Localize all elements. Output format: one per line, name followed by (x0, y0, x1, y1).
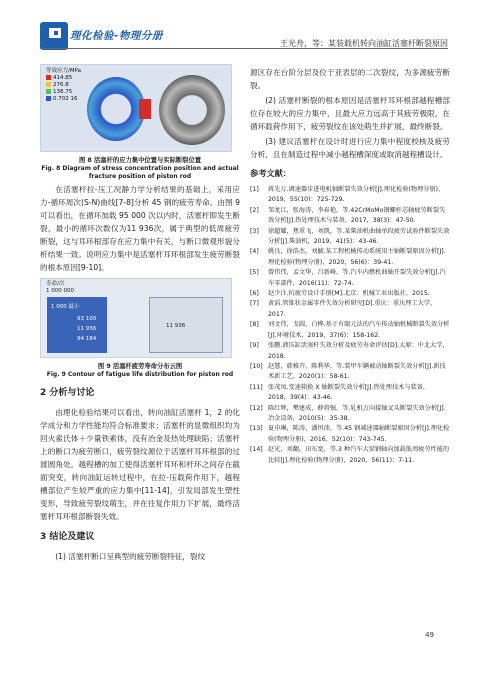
conclusion-item-1-cont: 源区存在台阶分层及位于亚表层的二次裂纹，为多源疲劳断裂。 (250, 68, 450, 90)
reference-item (250, 341, 450, 362)
reference-number: [8] (250, 321, 259, 329)
life-contour-right (149, 297, 223, 353)
reference-number: [2] (250, 206, 259, 214)
legend-title: 等效应力/MPa (46, 68, 82, 74)
logo-text: 理化检验-物理分册 (70, 30, 163, 42)
reference-item (250, 289, 450, 299)
reference-text: 夏申琳，陈涛，潘恒沛，等.45 钢减速器轴断裂原因分析[J].理化检验(物理分册)，2016，52(10)：743-745. (268, 425, 450, 443)
reference-number: [7] (250, 300, 259, 308)
reference-text: 曾伟伟，孟文华，吕新峰，等.汽车内燃机曲轴开裂失效分析[J].汽车零部件，2016(11)：72-74. (268, 269, 446, 287)
reference-number: [13] (250, 425, 263, 433)
reference-item (250, 424, 450, 445)
reference-text: 张鹏.液压缸活塞杆失效分析及疲劳寿命评估[D].太原：中北大学，2018. (268, 342, 449, 360)
reference-text: 徐超耀，焦重飞，刘凯，等.某柴油机曲轴单段疲劳试验件断裂失效分析[J].柴油机，2019，41(5)：43-46. (268, 227, 450, 246)
right-column (250, 64, 450, 466)
logo-icon (40, 22, 68, 50)
legend-title: 寿命/次 (46, 281, 65, 287)
reference-number: [6] (250, 290, 259, 298)
fea-ring-model (87, 77, 145, 141)
reference-number: [12] (250, 404, 263, 412)
reference-item (250, 206, 450, 227)
page-header (0, 0, 480, 60)
reference-text: 黄滔.管锥状金属零件失效分析研究[D].重庆：重庆理工大学，2017. (268, 300, 437, 318)
fracture-photo (159, 75, 225, 145)
running-title: 王光舟，等：某装载机转向油缸活塞杆断裂原因 (280, 39, 448, 48)
figure-8-legend (46, 68, 81, 103)
section-2-heading: 2 分析与讨论 (40, 388, 95, 398)
figure-9-caption-en: Fig. 9 Contour of fatigue life distribution for piston rod (46, 371, 234, 378)
conclusion-item-2: (2) 活塞杆断裂的根本原因是活塞杆耳环根部越程槽部位存在较大的应力集中，且最大应力远高于其疲劳极限，在循环载荷作用下，疲劳裂纹在该处萌生并扩展，最终断裂。 (250, 96, 450, 131)
contour-label: 94 184 (77, 336, 97, 342)
figure-8-image (40, 64, 232, 152)
figure-8-caption-en: Fig. 8 Diagram of stress concentration position and actual fracture position of piston rod (41, 165, 239, 180)
reference-item (250, 383, 450, 404)
paragraph-fatigue-analysis: 在活塞杆拉-压工况静力学分析结果的基础上，采用应力-循环周次(S-N)曲线[7-8]分析 45 钢的疲劳寿命。由图 9 可以看出，在循环加载 95 000 次以内时，活塞杆即发生断裂，最小的循环次数仅为11 936次，属于典型的低周疲劳断裂，这与耳环根部存在应力集中有关，与断口微观形貌分析结果一致。说明应力集中是活塞杆耳环根部发生疲劳断裂的根本原因[9-10]。 (40, 185, 240, 272)
reference-text: 赵光，刘翻，田东宽，等.3 种汽车大梁钢轴向加载低周疲劳性能的比较[J].理化检验(物理分册)，2020，56(11)：7-11. (268, 446, 450, 464)
reference-item (250, 404, 450, 425)
contour-label: 11 936 (77, 326, 97, 332)
reference-item (250, 445, 450, 466)
reference-number: [9] (250, 342, 259, 350)
reference-number: [3] (250, 227, 259, 235)
reference-text: 刘文伟，戈圆，白桦.基于有限元法的汽车传动轴机械断裂失效分析[J].环境技术，2019，37(6)：158-162. (268, 321, 450, 339)
reference-item (250, 320, 450, 341)
reference-number: [5] (250, 269, 259, 277)
contour-label: 93 100 (77, 316, 97, 322)
reference-text: 张茂凤.变速箱换 X 轴断裂失效分析[J].热处理技术与装备，2018，39(4)：43-46. (268, 383, 430, 402)
section-2-body: 由理化检验结果可以看出，转向油缸活塞杆 1，2 的化学成分和力学性能均符合标准要求；活塞杆的显微组织均为回火索氏体＋少量铁素体，没有冶金及热处理缺陷；活塞杆上的断口为疲劳断口，疲劳裂纹源位于活塞杆耳环根部的过渡圆角处。越程槽的加工使得活塞杆耳环和杆环之间存在截面突变，转向油缸运转过程中，在拉-压载荷作用下，越程槽部位产生较严重的应力集中[11-14]，引发局部发生塑性变形，导致疲劳裂纹萌生，并在往复作用力下扩展，最终活塞杆耳环根部断裂失效。 (40, 408, 240, 521)
reference-item (250, 227, 450, 248)
reference-text: 姚良，徐浩杰，刘毓.某工程机械传动系统用主轴断裂原因分析[J].理化检验(物理分册)，2020，56(6)：39-41. (268, 248, 446, 266)
conclusion-item-3: (3) 建议活塞杆在设计时进行应力集中程度校核及疲劳分析，且在制造过程中减小越程槽深度或取消越程槽设计。 (250, 137, 450, 159)
reference-item (250, 185, 450, 206)
reference-item (250, 299, 450, 320)
reference-list (250, 185, 450, 466)
reference-number: [14] (250, 446, 263, 454)
reference-number: [1] (250, 186, 259, 193)
legend-value: 276.8 (53, 82, 69, 88)
reference-item (250, 362, 450, 383)
journal-logo (40, 22, 164, 50)
figure-9-caption-cn: 图 9 活塞杆疲劳寿命分布云图 (97, 363, 183, 370)
reference-item (250, 247, 450, 268)
contour-label: 11 936 (166, 323, 186, 329)
reference-text: 邹龙江，张海涛，李春艳，等.42CrMoMo钢螺杆芯轴疲劳断裂失效分析[J].热处理技术与装备，2017，38(3)：47-50. (268, 206, 446, 225)
reference-text: 蒋先万.调速器步进电机轴断裂失效分析[J].理化检验(物理分册)，2019，55(10)：725-729. (268, 186, 445, 204)
reference-text: 赵少汴.抗疲劳设计手册[M].北京：机械工业出版社，2015. (268, 290, 430, 298)
figure-9-image (40, 278, 232, 358)
legend-min: 1 000 最小 (51, 304, 80, 310)
section-3-heading: 3 结论及建议 (40, 532, 95, 542)
left-column (40, 64, 240, 565)
legend-value: 414.85 (53, 75, 73, 81)
conclusion-item-1: (1) 活塞杆断口呈典型的疲劳断裂特征，裂纹 (55, 552, 206, 561)
reference-item (250, 268, 450, 289)
reference-number: [4] (250, 248, 259, 256)
reference-number: [10] (250, 362, 263, 370)
legend-value: 138.75 (53, 89, 73, 95)
reference-number: [11] (250, 383, 263, 391)
page-number: 49 (425, 631, 434, 639)
fea-rod-model (139, 99, 151, 119)
figure-8-caption-cn: 图 8 活塞杆的应力集中位置与实际断裂位置 (78, 157, 202, 164)
legend-max: 1 000 000 (46, 288, 74, 294)
reference-text: 陈红辉，樊建成，薛将强，等.轧机万向接轴叉头断裂失效分析[J].冶金设备，2010(5)：35-38. (268, 404, 446, 422)
references-heading: 参考文献： (250, 168, 291, 178)
life-contour-left (47, 297, 107, 353)
reference-text: 赵慧，韩雅卉，陈利华，等.装甲车辆被动轴断裂失效分析[J].新技术新工艺，2020(1)：58-61. (268, 362, 446, 381)
legend-value: 0.702 16 (53, 96, 78, 102)
